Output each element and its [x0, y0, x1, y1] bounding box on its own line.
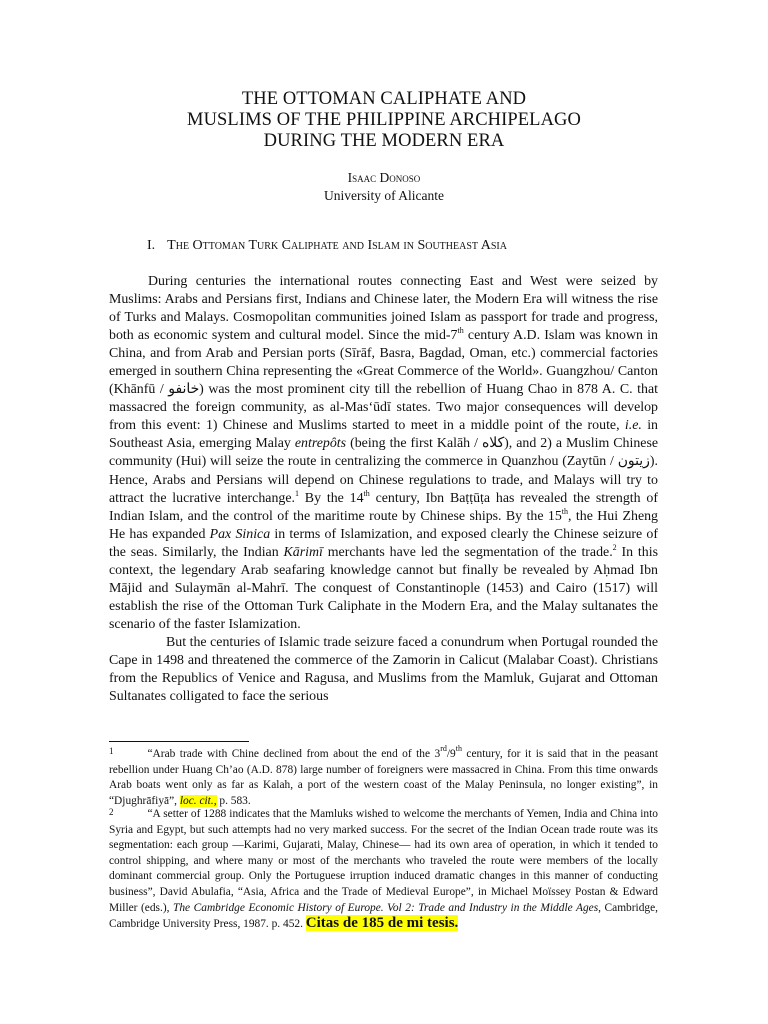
- highlighted-citation: loc. cit.,: [179, 794, 217, 807]
- paragraph-1: [109, 273, 658, 634]
- text-run: “Arab trade with Chine declined from about the end of the 3: [147, 748, 441, 760]
- text-run: century A.D. Islam was known in China, and from Arab and Persian ports (Sīrāf, Basra, Bagdad, Oman, etc.) commercial factories emerged in southern China representing the «Great Commerce of the World». Guangzhou/ Canton (Khānfū / خانفو) was the most prominent city till the rebellion of Huang Chao in 878 A. C. that massacred the foreign community, as al-Mas‘ūdī states. Two major consequences will develop from this event: 1) Chinese and Muslims started to meet in a middle point of the route,: [109, 328, 658, 434]
- section-number: I.: [147, 238, 156, 253]
- text-run: merchants have led the segmentation of the trade.: [322, 544, 613, 560]
- text-run: in Southeast Asia, emerging Malay: [109, 418, 658, 452]
- paper-title-line-2: MUSLIMS OF THE PHILIPPINE ARCHIPELAGO: [187, 110, 581, 130]
- superscript: rd: [440, 744, 447, 753]
- text-run: In this context, the legendary Arab seafaring knowledge cannot but finally be revealed by Aḥmad Ibn Mājid and Sulaymān al-Mahrī. The conquest of Constantinople (1453) and Cairo (1517) will establish the rise of the Ottoman Turk Caliphate in the Modern Era, and the Malay sultanates the scenario of the faster Islamization.: [109, 544, 658, 632]
- superscript: th: [561, 506, 569, 516]
- paper-title-line-3: DURING THE MODERN ERA: [263, 131, 505, 151]
- italic-text: Kārimī: [283, 544, 323, 560]
- footnote-separator: [109, 741, 249, 742]
- highlighted-note: Citas de 185 de mi tesis.: [305, 915, 459, 932]
- footnote-2: [109, 805, 658, 933]
- footnote-1: [109, 744, 658, 809]
- paragraph-2: But the centuries of Islamic trade seizure faced a conundrum when Portugal rounded the Cape in 1498 and threatened the commerce of the Zamorin in Calicut (Malabar Coast). Christians from the Republics of Venice and Ragusa, and Muslims from the Mamluk, Gujarat and Ottoman Sultanates colligated to face the serious: [109, 634, 658, 705]
- text-run: century, Ibn Baṭṭūṭa has revealed the strength of Indian Islam, and the control of the maritime route by Chinese ships. By the 15: [109, 490, 659, 524]
- superscript: th: [455, 744, 462, 753]
- text-run: /9: [446, 748, 456, 760]
- footnote-ref-2[interactable]: 2: [612, 542, 617, 552]
- text-run: During centuries the international routes connecting East and West were seized by Muslims: Arabs and Persians first, Indians and Chinese later, the Modern Era will witness the rise of Turks and Malays. Cosmopolitan communities joined Islam as passport for trade and progress, both as economic system and cultural model. Since the mid-7: [109, 274, 658, 344]
- text-run: “A setter of 1288 indicates that the Mamluks wished to welcome the merchants of Yemen, India and China into Syria and Egypt, but such attempts had no very marked success. For the secret of the Indian Ocean trade route was its segmentation: each group —Karimi, Gujarati, Malay, Chinese— had its own area of operation, in which it tended to control shipping, and where many or most of the merchants who traveled the route were members of the locally dominant commercial group. Only the Portuguese irruption induced dramatic changes in this manner of conducting business”, David Abulafia, “Asia, Africa and the Trade of Medieval Europe”, in Michael Moïssey Postan & Edward Miller (eds.),: [109, 808, 658, 914]
- italic-text: i.e.: [624, 418, 642, 434]
- superscript: th: [457, 326, 464, 336]
- italic-text: entrepôts: [294, 436, 347, 452]
- section-heading: [147, 238, 507, 254]
- text-run: , the Hui Zheng He has expanded: [109, 508, 659, 542]
- footnote-number: 2: [109, 807, 114, 817]
- text-run: p. 583.: [216, 794, 251, 807]
- superscript: th: [363, 488, 370, 498]
- footnote-ref-1[interactable]: 1: [294, 488, 299, 498]
- footnote-number: 1: [109, 746, 114, 756]
- text-run: century, for it is said that in the peasant rebellion under Huang Ch’ao (A.D. 878) large number of foreigners were massacred in China. From this time onwards Arab boats went only as far as Kalah, a port of the western coast of the Malay Peninsula, no longer existing”, in “Djughrāfiyā”,: [109, 748, 658, 807]
- author-affiliation: University of Alicante: [324, 188, 444, 203]
- paper-title-line-1: THE OTTOMAN CALIPHATE AND: [241, 89, 527, 109]
- section-title: The Ottoman Turk Caliphate and Islam in Southeast Asia: [167, 238, 507, 253]
- text-run: By the 14: [298, 490, 364, 506]
- italic-text: Pax Sinica: [209, 526, 271, 542]
- body-text: [109, 273, 658, 706]
- text-run: in terms of Islamization, and exposed clearly the Chinese seizure of the seas. Similarly, the Indian: [109, 526, 658, 560]
- italic-book-title: The Cambridge Economic History of Europe. Vol 2: Trade and Industry in the Middle Ages: [173, 901, 599, 914]
- author-name: Isaac Donoso: [347, 170, 421, 185]
- text-run: , Cambridge, Cambridge University Press, 1987. p. 452.: [109, 901, 659, 931]
- text-run: (being the first Kalāh / كلاه), and 2) a Muslim Chinese community (Hui) will seize the route in centralizing the commerce in Quanzhou (Zaytūn / زيتون). Hence, Arabs and Persians will depend on Chinese regulations to trade, and Malays will try to attract the lucrative interchange.: [109, 436, 659, 506]
